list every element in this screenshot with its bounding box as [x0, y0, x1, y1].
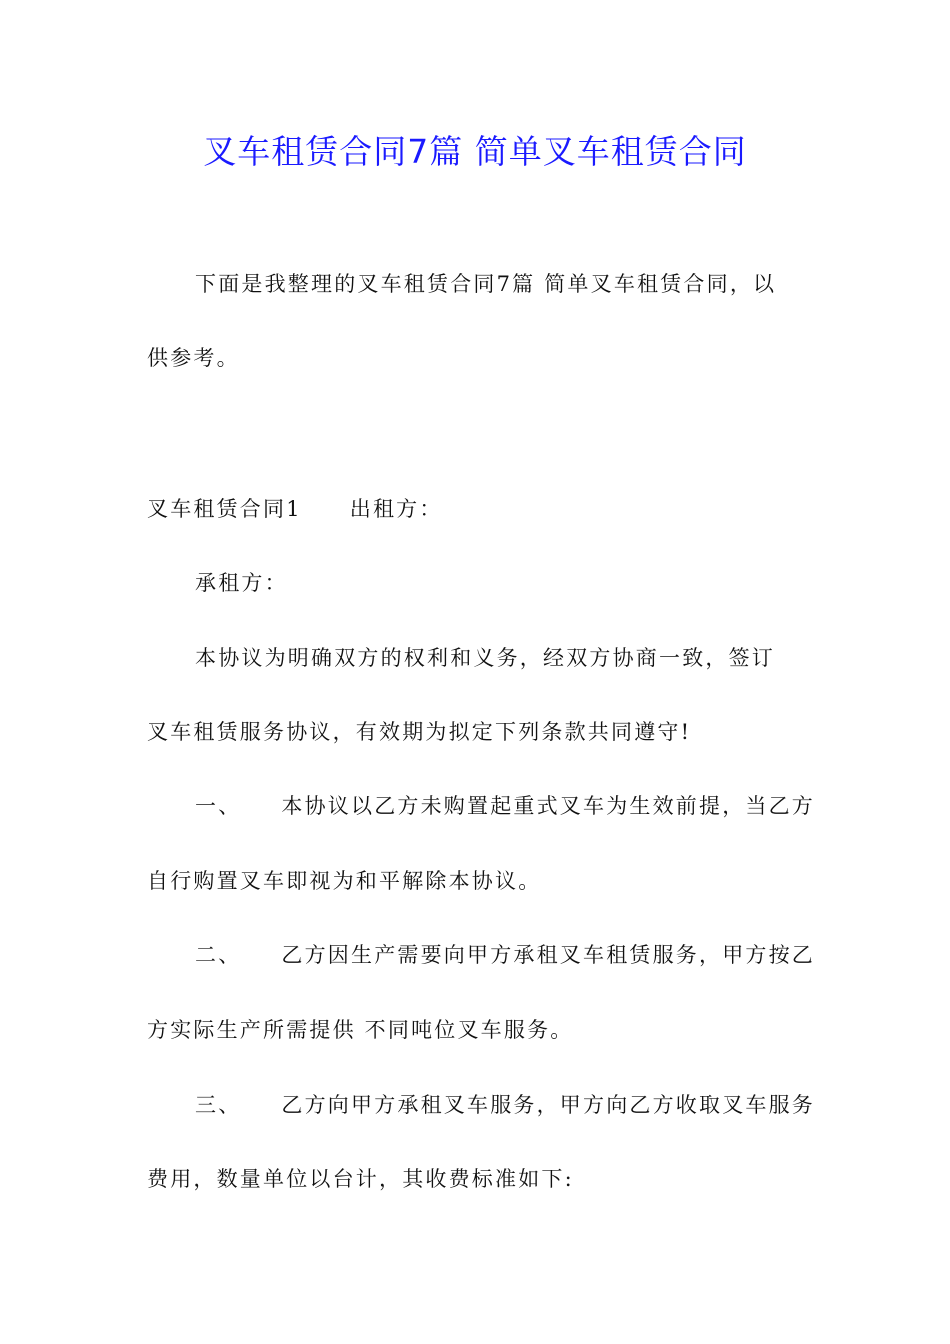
paragraph-1-line-2: 叉车租赁服务协议，有效期为拟定下列条款共同遵守!: [147, 720, 692, 744]
clause-2-line-1: [195, 939, 816, 971]
lessor-label: 出租方：: [349, 497, 443, 521]
clause-1-line-2: 自行购置叉车即视为和平解除本协议。: [147, 869, 542, 893]
clause-3-line-2: 费用，数量单位以台计，其收费标准如下:: [147, 1167, 574, 1191]
document-title: 叉车租赁合同7篇 简单叉车租赁合同: [203, 132, 747, 171]
clause-2-line-2: 方实际生产所需提供 不同吨位叉车服务。: [147, 1018, 574, 1042]
clause-2-text: 乙方因生产需要向甲方承租叉车租赁服务，甲方按乙: [281, 943, 816, 967]
clause-3-line-1: [195, 1089, 816, 1121]
clause-3-text: 乙方向甲方承租叉车服务，甲方向乙方收取叉车服务: [281, 1093, 816, 1117]
clause-1-text: 本协议以乙方未购置起重式叉车为生效前提，当乙方: [281, 794, 816, 818]
clause-1-number: 一、: [195, 794, 242, 818]
paragraph-1-line-1: 本协议为明确双方的权利和义务，经双方协商一致，签订: [195, 646, 775, 670]
clause-3-number: 三、: [195, 1093, 242, 1117]
intro-line-1: 下面是我整理的叉车租赁合同7篇 简单叉车租赁合同，以: [195, 272, 777, 296]
intro-line-2: 供参考。: [147, 346, 240, 370]
section-heading-row: [147, 493, 807, 525]
clause-2-number: 二、: [195, 943, 242, 967]
lessee-label: 承租方：: [195, 571, 288, 595]
clause-1-line-1: [195, 790, 816, 822]
section-heading: 叉车租赁合同1: [147, 497, 302, 521]
